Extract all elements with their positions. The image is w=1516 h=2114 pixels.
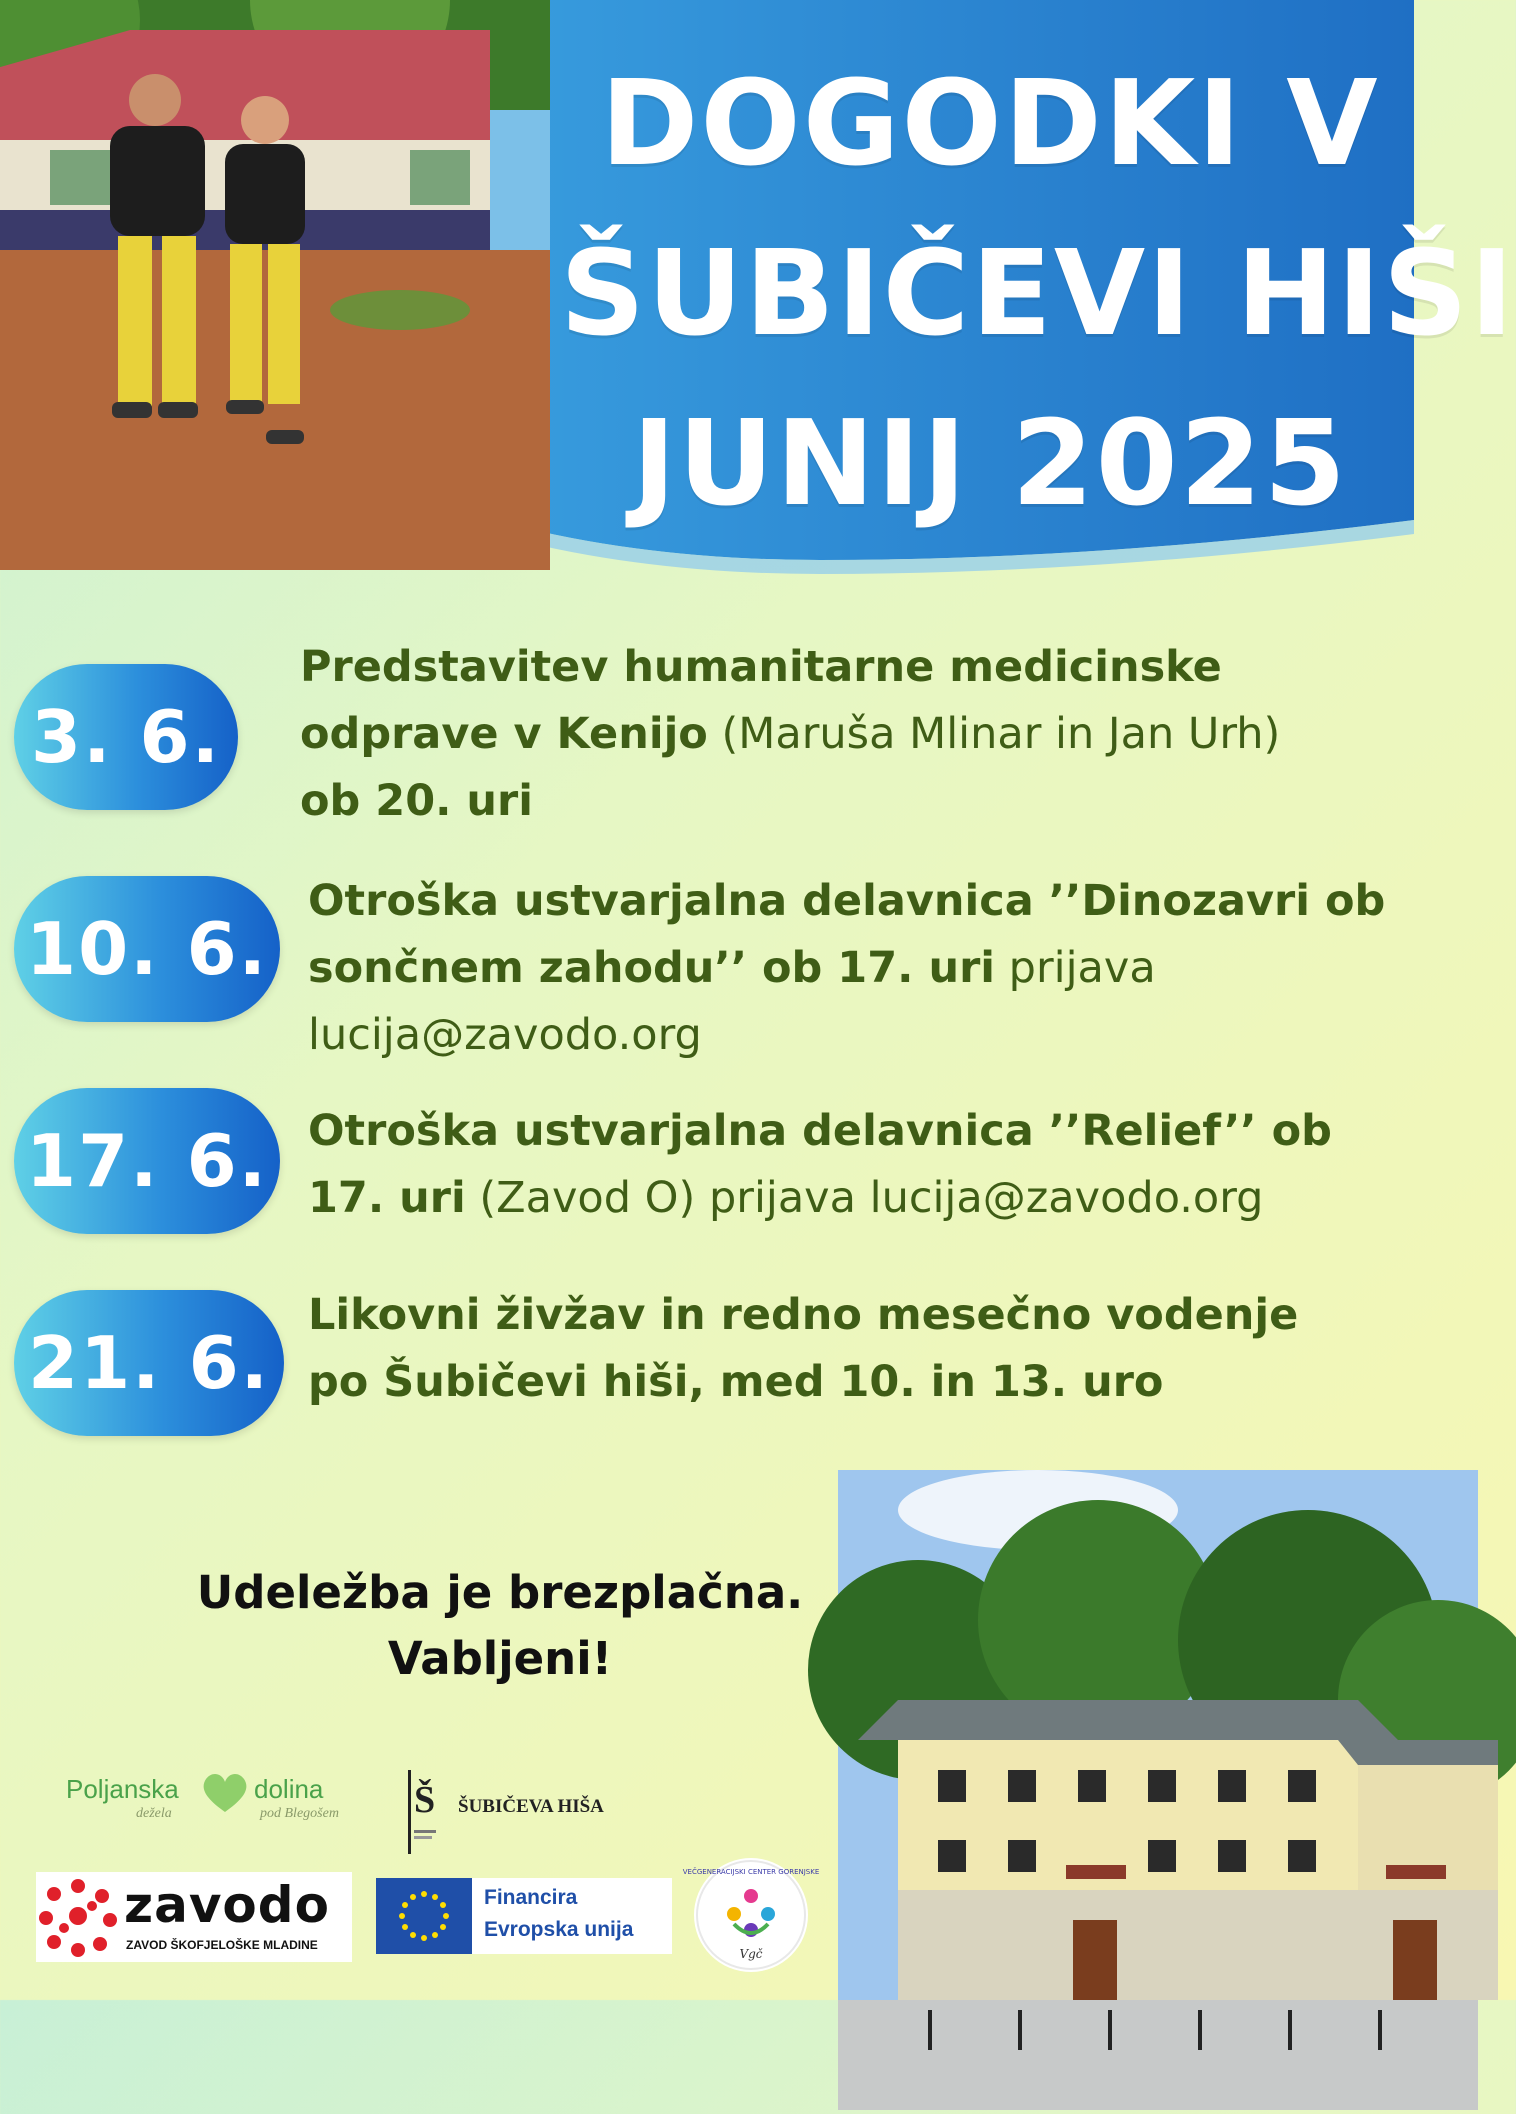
dolina-text: dolina [254, 1774, 324, 1804]
pod-blegosem-text: pod Blegošem [260, 1806, 339, 1821]
subiceva-name: ŠUBIČEVA HIŠA [458, 1796, 604, 1817]
eu-funding-logo [376, 1878, 672, 1954]
date-text: 3. 6. [31, 695, 221, 779]
date-badge [14, 876, 280, 1022]
zavodo-subtitle: ZAVOD ŠKOFJELOŠKE MLADINE [126, 1938, 318, 1952]
event-item [300, 634, 1340, 835]
photo-subiceva-house [838, 1470, 1478, 2110]
vcg-logo [682, 1858, 820, 1972]
event-detail: (Zavod O) prijava lucija@zavodo.org [465, 1173, 1264, 1223]
date-badge [14, 664, 238, 810]
subiceva-letter: Š [414, 1779, 436, 1821]
event-item [308, 1098, 1408, 1232]
title-line-3: JUNIJ 2025 [632, 394, 1348, 532]
date-text: 17. 6. [25, 1119, 269, 1203]
zavodo-name: zavodo [124, 1876, 330, 1934]
title-line-2: ŠUBIČEVI HIŠI [560, 224, 1516, 362]
heart-icon [200, 1770, 250, 1814]
eu-line-1: Financira [484, 1886, 578, 1909]
photo-team-kenya [0, 0, 550, 570]
date-badge [14, 1088, 280, 1234]
zavodo-logo [36, 1872, 352, 1962]
title-line-1: DOGODKI V [600, 54, 1380, 192]
event-time: ob 20. uri [300, 776, 533, 826]
vcg-emblem-icon [682, 1858, 820, 1972]
event-detail: prijava lucija@zavodo.org [308, 943, 1156, 1060]
event-title: Likovni živžav in redno mesečno vodenje po Šubičevi hiši, med 10. in 13. uro [308, 1290, 1299, 1407]
event-item [308, 868, 1388, 1069]
page-title [560, 38, 1516, 548]
date-text: 21. 6. [27, 1321, 271, 1405]
free-line-1: Udeležba je brezplačna. [196, 1566, 804, 1619]
eu-line-2: Evropska unija [484, 1918, 634, 1941]
zavodo-dots-icon [40, 1878, 116, 1956]
dezela-text: dežela [136, 1806, 172, 1821]
date-badge [14, 1290, 284, 1436]
date-text: 10. 6. [25, 907, 269, 991]
event-title: Otroška ustvarjalna delavnica ’’Dinozavri ob sončnem zahodu’’ ob 17. uri [308, 876, 1386, 993]
eu-flag-icon [376, 1878, 472, 1954]
event-item [308, 1282, 1328, 1416]
event-title: Otroška ustvarjalna delavnica ’’Relief’’ ob 17. uri [308, 1106, 1332, 1223]
event-title: Predstavitev humanitarne medicinske odprave v Kenijo [300, 642, 1222, 759]
subiceva-hisa-logo [404, 1770, 644, 1854]
free-entry-note [150, 1560, 850, 1692]
vcg-mark-text: Vgč [739, 1947, 763, 1961]
poljanska-dolina-logo [66, 1770, 356, 1830]
free-line-2: Vabljeni! [387, 1632, 613, 1685]
poljanska-text: Poljanska [66, 1774, 179, 1804]
vcg-ring-text: VEČGENERACIJSKI CENTER GORENJSKE [682, 1868, 820, 1876]
event-detail: (Maruša Mlinar in Jan Urh) [707, 709, 1281, 759]
